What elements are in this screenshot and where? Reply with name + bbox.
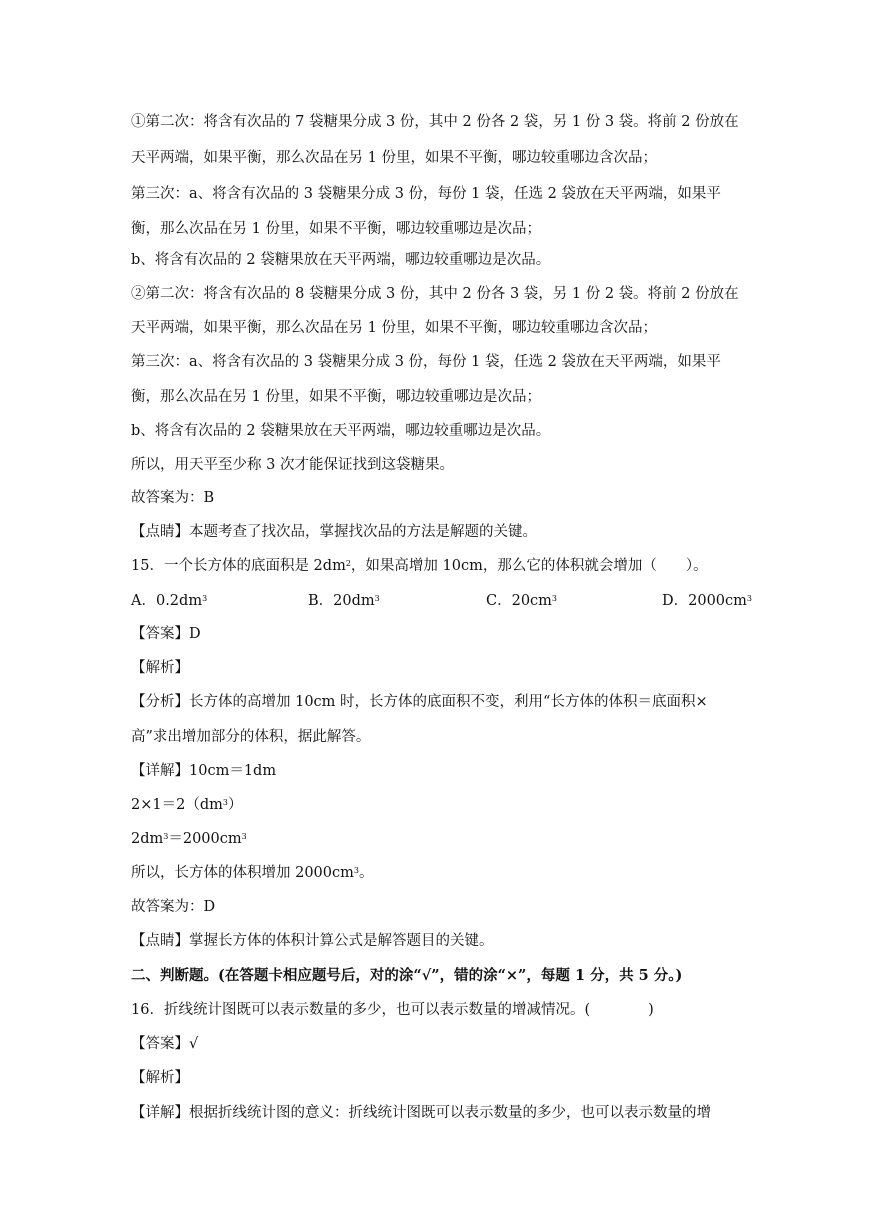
text-line: 故答案为：B <box>131 490 215 506</box>
analysis-text: 【分析】长方体的高增加 10cm 时，长方体的底面积不变，利用“长方体的体积＝底面积× <box>131 694 708 710</box>
section-heading: 二、判断题。(在答题卡相应题号后，对的涂“√”，错的涂“×”，每题 1 分，共 5 分。) <box>131 967 683 984</box>
analysis-label: 【解析】 <box>131 1070 189 1086</box>
detail-text: 【详解】10cm＝1dm <box>131 763 277 779</box>
text-line: 所以，用天平至少称 3 次才能保证找到这袋糖果。 <box>131 457 454 473</box>
text-line: ②第二次：将含有次品的 8 袋糖果分成 3 份，其中 2 份各 3 袋，另 1 份 2 袋。将前 2 份放在 <box>131 286 739 302</box>
question-16-stem: 16．折线统计图既可以表示数量的多少，也可以表示数量的增减情况。( ) <box>131 1002 654 1018</box>
option-a: A．$0.2dm^3$ <box>131 593 208 609</box>
option-d: D．$2000cm^3$ <box>662 593 752 609</box>
analysis-text: 高”求出增加部分的体积，据此解答。 <box>131 729 371 745</box>
text-line: 天平两端，如果平衡，那么次品在另 1 份里，如果不平衡，哪边较重哪边含次品； <box>131 320 657 336</box>
conclusion-text: 故答案为：D <box>131 899 216 915</box>
text-line: ①第二次：将含有次品的 7 袋糖果分成 3 份，其中 2 份各 2 袋，另 1 份 3 袋。将前 2 份放在 <box>131 114 739 130</box>
answer-label: 【答案】D <box>131 626 201 642</box>
detail-text: $2\times 1=2(dm^3)$ <box>131 797 243 813</box>
comment-line: 【点睛】掌握长方体的体积计算公式是解答题目的关键。 <box>131 933 494 949</box>
text-line: b、将含有次品的 2 袋糖果放在天平两端，哪边较重哪边是次品。 <box>131 423 551 439</box>
analysis-label: 【解析】 <box>131 660 189 676</box>
option-c: C．$20cm^3$ <box>486 593 558 609</box>
text-line: b、将含有次品的 2 袋糖果放在天平两端，哪边较重哪边是次品。 <box>131 252 551 268</box>
answer-label: 【答案】√ <box>131 1036 199 1052</box>
question-15-stem: 15．一个长方体的底面积是 $2dm^2$，如果高增加 10cm，那么它的体积就会增加（ ）。 <box>131 558 708 574</box>
detail-text: $2dm^3=2000cm^3$ <box>131 831 247 847</box>
text-line: 衡，那么次品在另 1 份里，如果不平衡，哪边较重哪边是次品； <box>131 389 541 405</box>
comment-line: 【点睛】本题考查了找次品，掌握找次品的方法是解题的关键。 <box>131 524 537 540</box>
text-line: 衡，那么次品在另 1 份里，如果不平衡，哪边较重哪边是次品； <box>131 221 541 237</box>
option-b: B．$20dm^3$ <box>308 593 380 609</box>
text-line: 第三次：a、将含有次品的 3 袋糖果分成 3 份，每份 1 袋，任选 2 袋放在天平两端，如果平 <box>131 354 721 370</box>
detail-text: 【详解】根据折线统计图的意义：折线统计图既可以表示数量的多少，也可以表示数量的增 <box>131 1105 711 1121</box>
text-line: 天平两端，如果平衡，那么次品在另 1 份里，如果不平衡，哪边较重哪边含次品； <box>131 150 657 166</box>
text-line: 第三次：a、将含有次品的 3 袋糖果分成 3 份，每份 1 袋，任选 2 袋放在天平两端，如果平 <box>131 186 721 202</box>
detail-text: 所以，长方体的体积增加 $2000cm^3$。 <box>131 865 374 881</box>
